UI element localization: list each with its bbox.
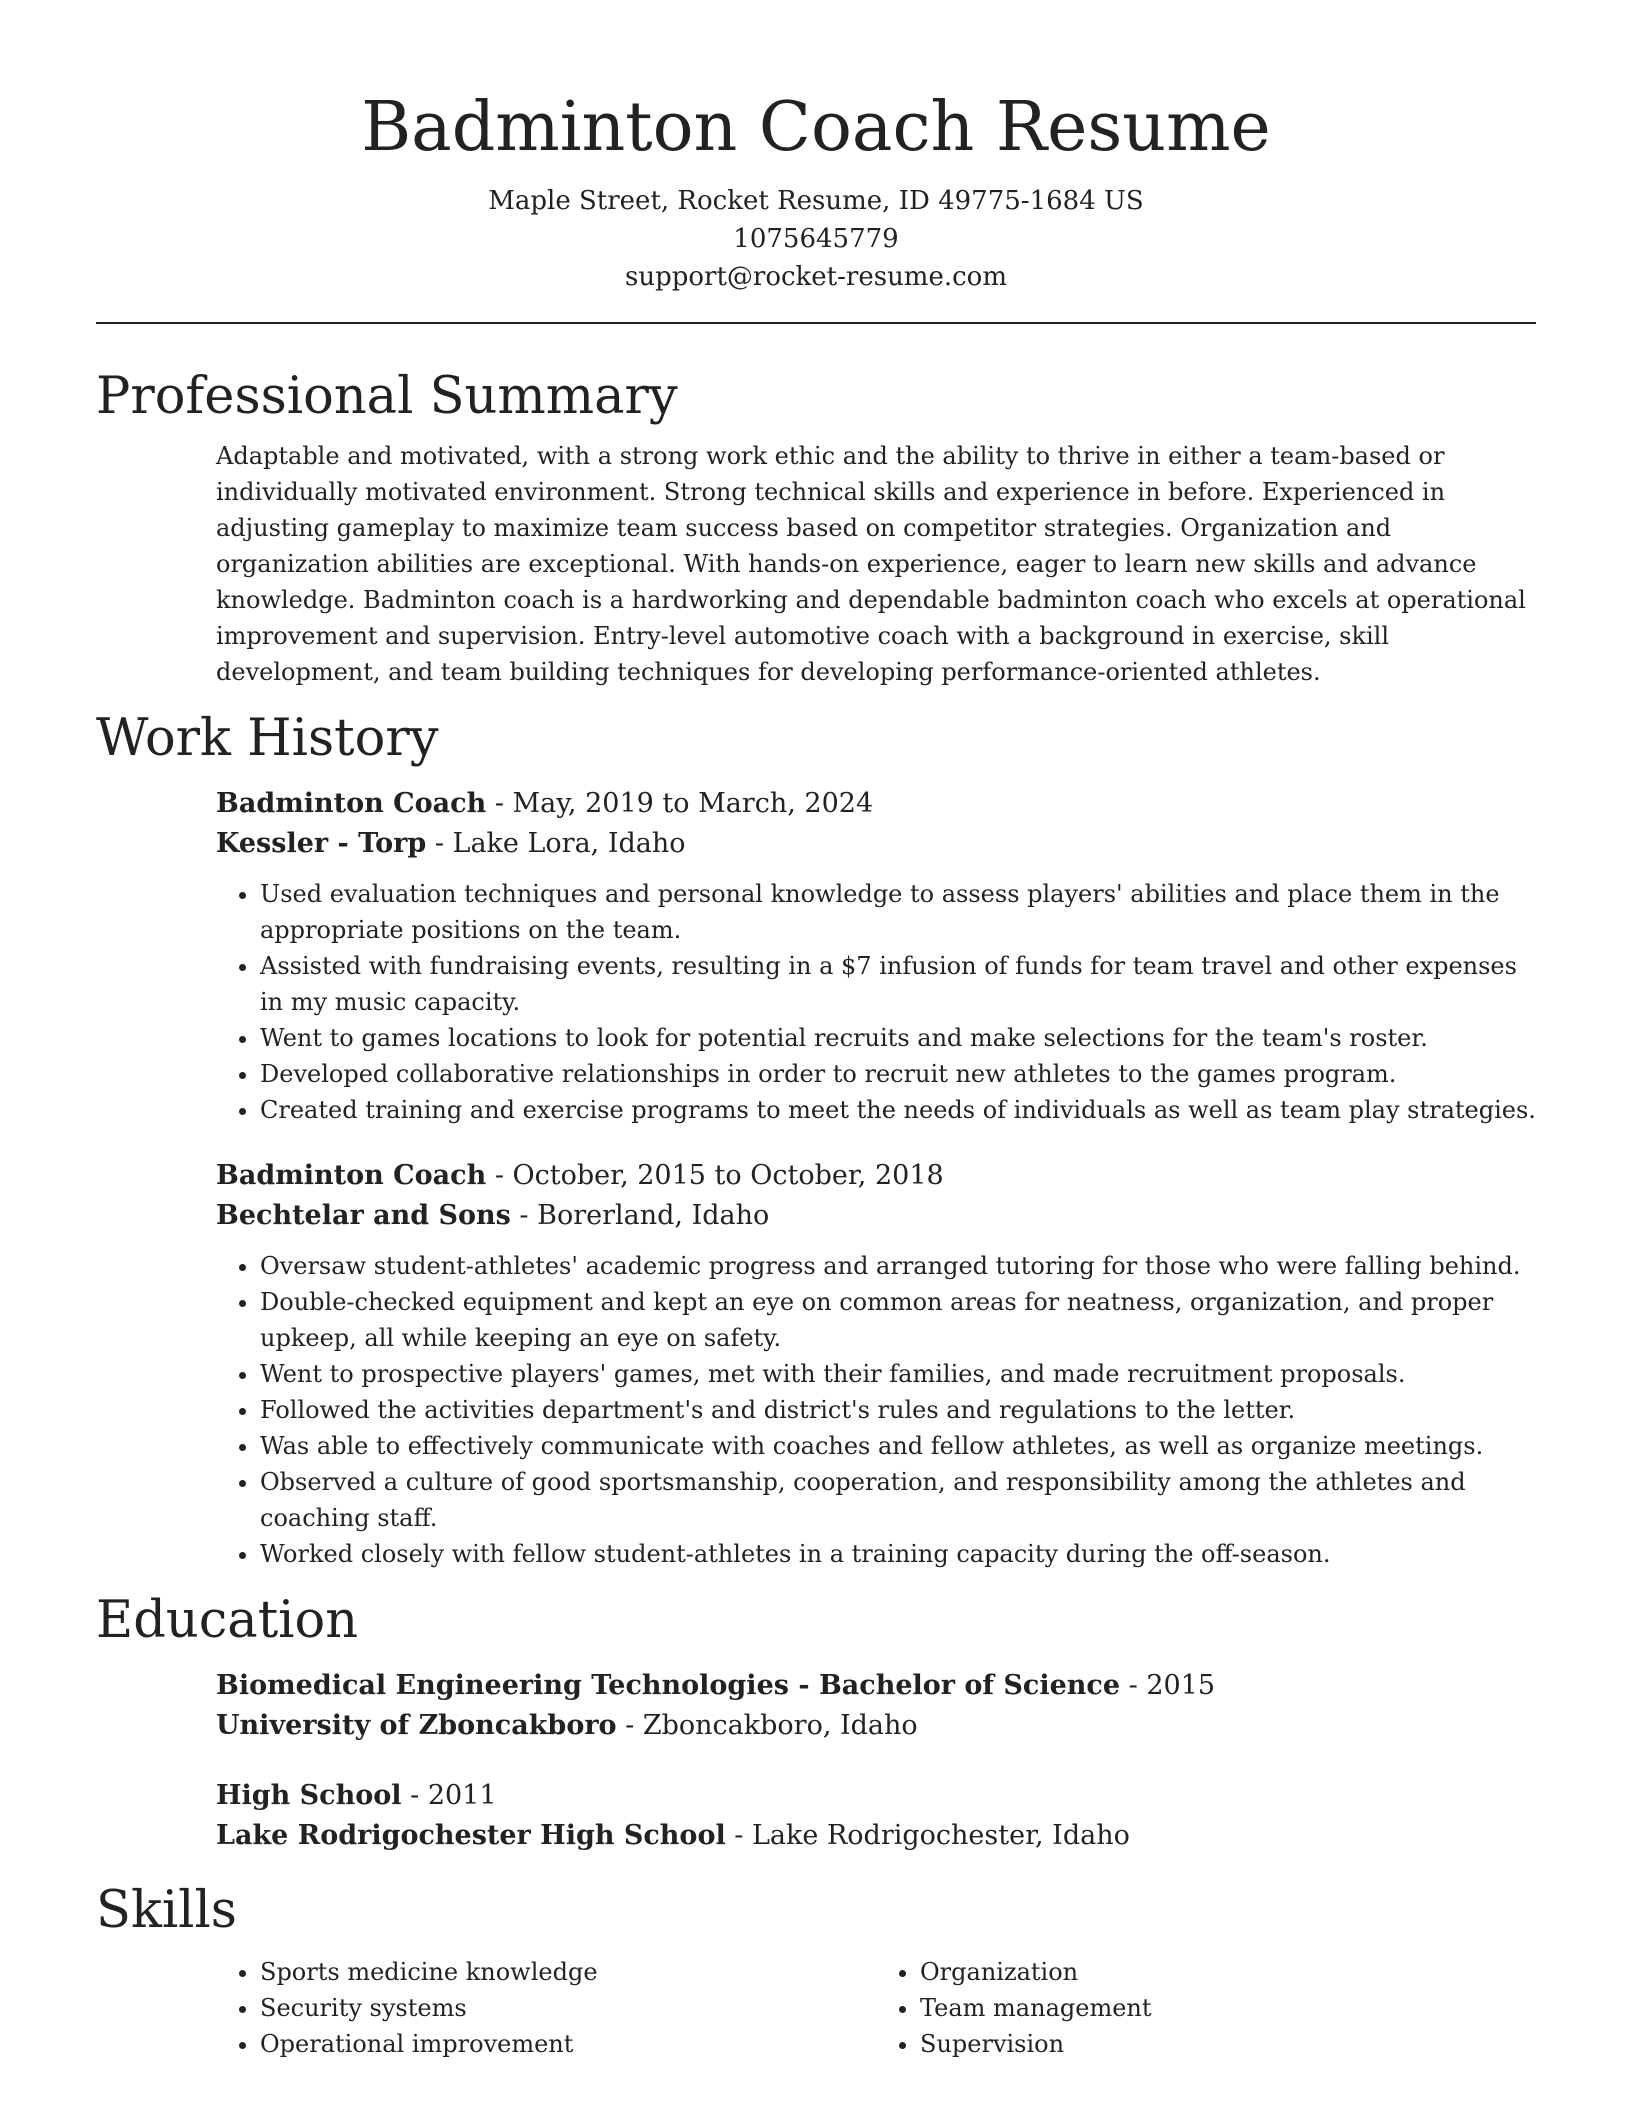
- resume-page: [96, 0, 1536, 2062]
- list-item: • Created training and exercise programs to meet the needs of individuals as well as team play strategies.: [260, 1092, 1536, 1128]
- skills-list-left: [216, 1954, 876, 2062]
- school: Lake Rodrigochester High School: [216, 1820, 726, 1851]
- job-location: - Borerland, Idaho: [510, 1200, 770, 1231]
- degree-line: [216, 1666, 1536, 1706]
- job-bullets: [216, 1248, 1536, 1572]
- list-item: • Developed collaborative relationships in order to recruit new athletes to the games program.: [260, 1056, 1536, 1092]
- list-item: • Was able to effectively communicate with coaches and fellow athletes, as well as organize meetings.: [260, 1428, 1536, 1464]
- school-line: [216, 1706, 1536, 1746]
- list-item: • Oversaw student-athletes' academic progress and arranged tutoring for those who were falling behind.: [260, 1248, 1536, 1284]
- job-dates: - May, 2019 to March, 2024: [486, 788, 874, 819]
- grad-year: - 2011: [401, 1780, 497, 1811]
- job-company: Kessler - Torp: [216, 828, 427, 859]
- list-item: • Followed the activities department's and district's rules and regulations to the letter.: [260, 1392, 1536, 1428]
- job-title: Badminton Coach: [216, 788, 487, 819]
- education-heading: Education: [96, 1591, 359, 1650]
- list-item: • Went to prospective players' games, met with their families, and made recruitment proposals.: [260, 1356, 1536, 1392]
- summary-heading: Professional Summary: [96, 367, 678, 426]
- degree-line: [216, 1776, 1536, 1816]
- list-item: • Observed a culture of good sportsmanship, cooperation, and responsibility among the athletes and coaching staff.: [260, 1464, 1536, 1536]
- job-company-line: [216, 1196, 1536, 1236]
- school-location: - Lake Rodrigochester, Idaho: [725, 1820, 1130, 1851]
- job-company: Bechtelar and Sons: [216, 1200, 511, 1231]
- email: support@rocket-resume.com: [624, 262, 1007, 292]
- school: University of Zboncakboro: [216, 1710, 617, 1741]
- job-dates: - October, 2015 to October, 2018: [486, 1160, 944, 1191]
- job-company-line: [216, 824, 1536, 864]
- skill-item: • Sports medicine knowledge: [260, 1954, 876, 1990]
- job-title-line: [216, 1156, 1536, 1196]
- job-title: Badminton Coach: [216, 1160, 487, 1191]
- degree: Biomedical Engineering Technologies - Bachelor of Science: [216, 1670, 1121, 1701]
- skill-item: • Team management: [920, 1990, 1536, 2026]
- school-line: [216, 1816, 1536, 1856]
- skills-columns: [216, 1946, 1536, 2062]
- list-item: • Worked closely with fellow student-athletes in a training capacity during the off-season.: [260, 1536, 1536, 1572]
- phone: 1075645779: [733, 224, 899, 254]
- summary-text: Adaptable and motivated, with a strong work ethic and the ability to thrive in either a team-based or individually motivated environment. Strong technical skills and experience in before. Experienced in adjusting gameplay to maximize team success based on competitor strategies. Organization and organization abilities are exceptional. With hands-on experience, eager to learn new skills and advance knowledge. Badminton coach is a hardworking and dependable badminton coach who excels at operational improvement and supervision. Entry-level automotive coach with a background in exercise, skill development, and team building techniques for developing performance-oriented athletes.: [216, 442, 1526, 686]
- job-entry: [216, 784, 1536, 1128]
- list-item: • Used evaluation techniques and personal knowledge to assess players' abilities and place them in the appropriate positions on the team.: [260, 876, 1536, 948]
- grad-year: - 2015: [1120, 1670, 1216, 1701]
- skills-list-right: [876, 1954, 1536, 2062]
- contact-block: [96, 182, 1536, 296]
- skill-item: • Security systems: [260, 1990, 876, 2026]
- list-item: • Assisted with fundraising events, resulting in a $7 infusion of funds for team travel and other expenses in my music capacity.: [260, 948, 1536, 1020]
- education-entry: [216, 1776, 1536, 1856]
- job-location: - Lake Lora, Idaho: [426, 828, 686, 859]
- school-location: - Zboncakboro, Idaho: [616, 1710, 918, 1741]
- skill-item: • Operational improvement: [260, 2026, 876, 2062]
- education-entry: [216, 1666, 1536, 1746]
- degree: High School: [216, 1780, 402, 1811]
- header-divider: [96, 322, 1536, 324]
- skills-heading: Skills: [96, 1881, 237, 1940]
- job-bullets: [216, 876, 1536, 1128]
- resume-title: Badminton Coach Resume: [361, 88, 1271, 167]
- work-history-heading: Work History: [96, 709, 439, 768]
- job-title-line: [216, 784, 1536, 824]
- list-item: • Double-checked equipment and kept an eye on common areas for neatness, organization, and proper upkeep, all while keeping an eye on safety.: [260, 1284, 1536, 1356]
- job-entry: [216, 1156, 1536, 1572]
- skill-item: • Supervision: [920, 2026, 1536, 2062]
- list-item: • Went to games locations to look for potential recruits and make selections for the team's roster.: [260, 1020, 1536, 1056]
- address: Maple Street, Rocket Resume, ID 49775-1684 US: [488, 186, 1144, 216]
- skill-item: • Organization: [920, 1954, 1536, 1990]
